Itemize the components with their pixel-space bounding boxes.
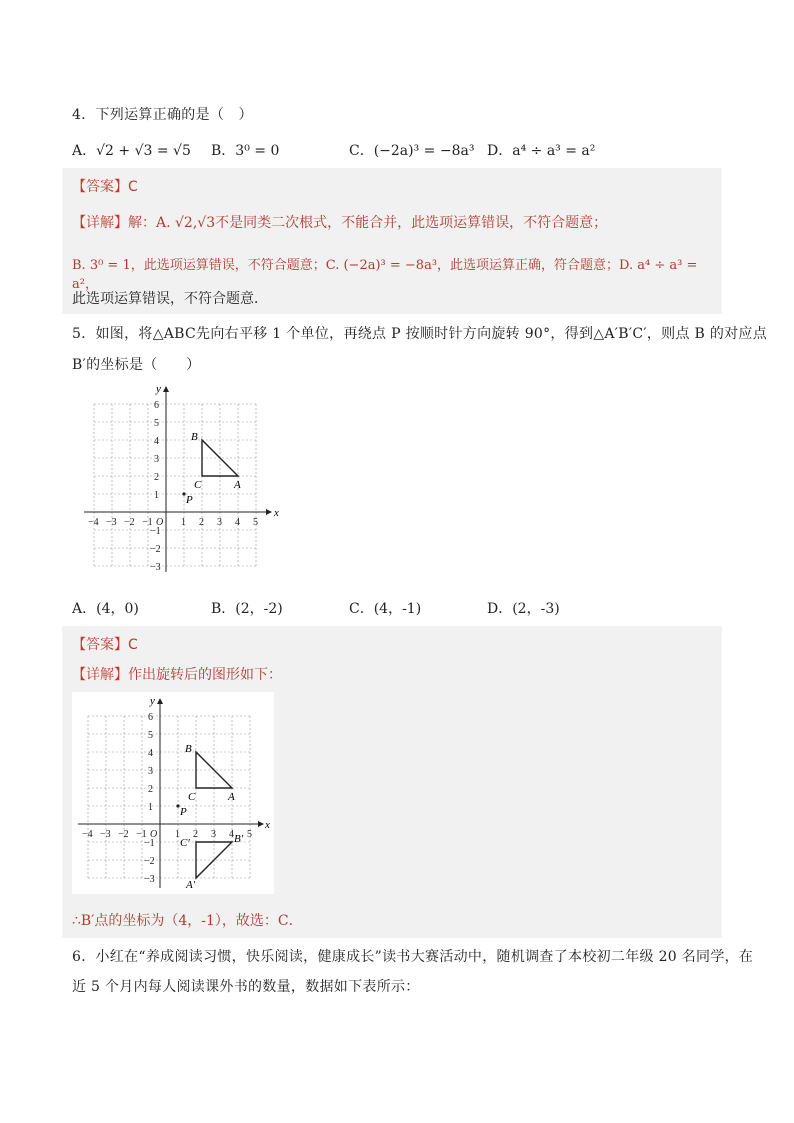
q5-stem-line2: B′的坐标是（ ） xyxy=(72,357,201,373)
y-tick: −3 xyxy=(150,562,161,573)
y-tick: −2 xyxy=(144,856,155,867)
x-tick: 1 xyxy=(181,517,186,528)
x-tick: 4 xyxy=(235,517,240,528)
x-tick: −1 xyxy=(136,829,147,840)
point-b-prime-label: B′ xyxy=(234,833,244,845)
point-a-label: A xyxy=(234,479,241,491)
x-tick: 2 xyxy=(199,517,204,528)
y-tick: 4 xyxy=(154,436,159,447)
point-b-label: B xyxy=(185,743,192,755)
point-c-label: C xyxy=(188,791,196,803)
y-tick: 3 xyxy=(154,454,159,465)
q5-answer-tag: 【答案】 xyxy=(72,637,128,653)
point-a-prime-label: A′ xyxy=(186,879,196,891)
x-tick: −1 xyxy=(142,517,153,528)
y-tick: 2 xyxy=(148,784,153,795)
q5-answer-figure xyxy=(72,692,274,894)
q6-stem-line1: 6．小红在“养成阅读习惯，快乐阅读，健康成长”读书大赛活动中，随机调查了本校初二年级 20 名同学，在 xyxy=(72,949,754,965)
x-tick: 2 xyxy=(193,829,198,840)
y-axis-label: y xyxy=(156,383,161,395)
x-axis-label: x xyxy=(274,507,279,519)
q6-stem-line2: 近 5 个月内每人阅读课外书的数量，数据如下表所示： xyxy=(72,979,420,995)
x-tick: −4 xyxy=(88,517,99,528)
x-tick: −2 xyxy=(118,829,129,840)
x-tick: 3 xyxy=(211,829,216,840)
x-tick: 5 xyxy=(247,829,252,840)
q4-option-d: D．a⁴ ÷ a³ = a² xyxy=(487,143,596,159)
point-p-label: P xyxy=(186,494,193,506)
q4-option-c: C．(−2a)³ = −8a³ xyxy=(349,143,475,159)
x-axis-arrow-icon xyxy=(258,821,264,827)
x-axis-arrow-icon xyxy=(266,509,272,515)
y-axis-arrow-icon xyxy=(163,386,169,392)
point-c-prime-label: C′ xyxy=(180,837,190,849)
x-tick: 4 xyxy=(229,829,234,840)
y-tick: −3 xyxy=(144,874,155,885)
y-tick: −1 xyxy=(150,526,161,537)
q5-stem-line1: 5．如图，将△ABC先向右平移 1 个单位，再绕点 P 按顺时针方向旋转 90°，得到△A′B′C′，则点 B 的对应点 xyxy=(72,326,768,342)
y-tick: −1 xyxy=(144,838,155,849)
x-tick: 3 xyxy=(217,517,222,528)
q4-detail-line2: B. 3⁰ = 1，此选项运算错误，不符合题意；C. (−2a)³ = −8a³，此选项运算正确，符合题意；D. a⁴ ÷ a³ = a²， xyxy=(72,258,698,292)
q5-conclusion: ∴B′点的坐标为（4，-1），故选：C． xyxy=(72,913,303,929)
q4-option-a: A．√2 + √3 = √5 xyxy=(72,143,191,159)
q5-option-c: C．(4，-1) xyxy=(349,601,422,617)
y-tick: 3 xyxy=(148,766,153,777)
x-tick: 1 xyxy=(175,829,180,840)
y-tick: −2 xyxy=(150,544,161,555)
q4-answer-tag: 【答案】 xyxy=(72,179,128,195)
q4-stem: 4．下列运算正确的是（ ） xyxy=(72,107,253,123)
x-tick: −3 xyxy=(100,829,111,840)
y-axis-label: y xyxy=(150,695,155,707)
origin-label: O xyxy=(150,829,158,840)
q5-option-d: D．(2，-3) xyxy=(487,601,560,617)
q4-option-b: B．3⁰ = 0 xyxy=(211,143,280,159)
y-tick: 5 xyxy=(154,418,159,429)
y-tick: 5 xyxy=(148,730,153,741)
y-tick: 1 xyxy=(148,802,153,813)
point-c-label: C xyxy=(194,479,202,491)
q4-answer-box xyxy=(62,168,722,314)
y-tick: 6 xyxy=(148,712,153,723)
point-p-dot xyxy=(182,492,185,495)
y-axis-arrow-icon xyxy=(157,698,163,704)
q4-detail-tag: 【详解】 xyxy=(72,215,128,231)
q5-option-b: B．(2，-2) xyxy=(211,601,283,617)
q5-answer-value: C xyxy=(128,637,138,653)
y-tick: 2 xyxy=(154,472,159,483)
q5-option-a: A．(4，0) xyxy=(72,601,139,617)
q4-answer-value: C xyxy=(128,179,138,195)
q5-detail-line1: 作出旋转后的图形如下： xyxy=(128,667,282,683)
q5-detail-tag: 【详解】 xyxy=(72,667,128,683)
x-axis-label: x xyxy=(265,819,270,831)
x-tick: −4 xyxy=(82,829,93,840)
point-p-label: P xyxy=(180,806,187,818)
x-tick: 5 xyxy=(253,517,258,528)
y-tick: 6 xyxy=(154,400,159,411)
q5-coordinate-figure xyxy=(78,380,288,580)
point-a-label: A xyxy=(228,791,235,803)
origin-label: O xyxy=(156,517,164,528)
x-tick: −3 xyxy=(106,517,117,528)
point-b-label: B xyxy=(191,431,198,443)
q4-detail-line1: 解：A. √2,√3不是同类二次根式，不能合并，此选项运算错误，不符合题意； xyxy=(128,215,608,231)
x-tick: −2 xyxy=(124,517,135,528)
y-tick: 4 xyxy=(148,748,153,759)
y-tick: 1 xyxy=(154,490,159,501)
point-p-dot xyxy=(176,804,179,807)
q5-answer-box xyxy=(62,626,722,938)
q4-detail-line3: 此选项运算错误，不符合题意． xyxy=(72,291,268,307)
